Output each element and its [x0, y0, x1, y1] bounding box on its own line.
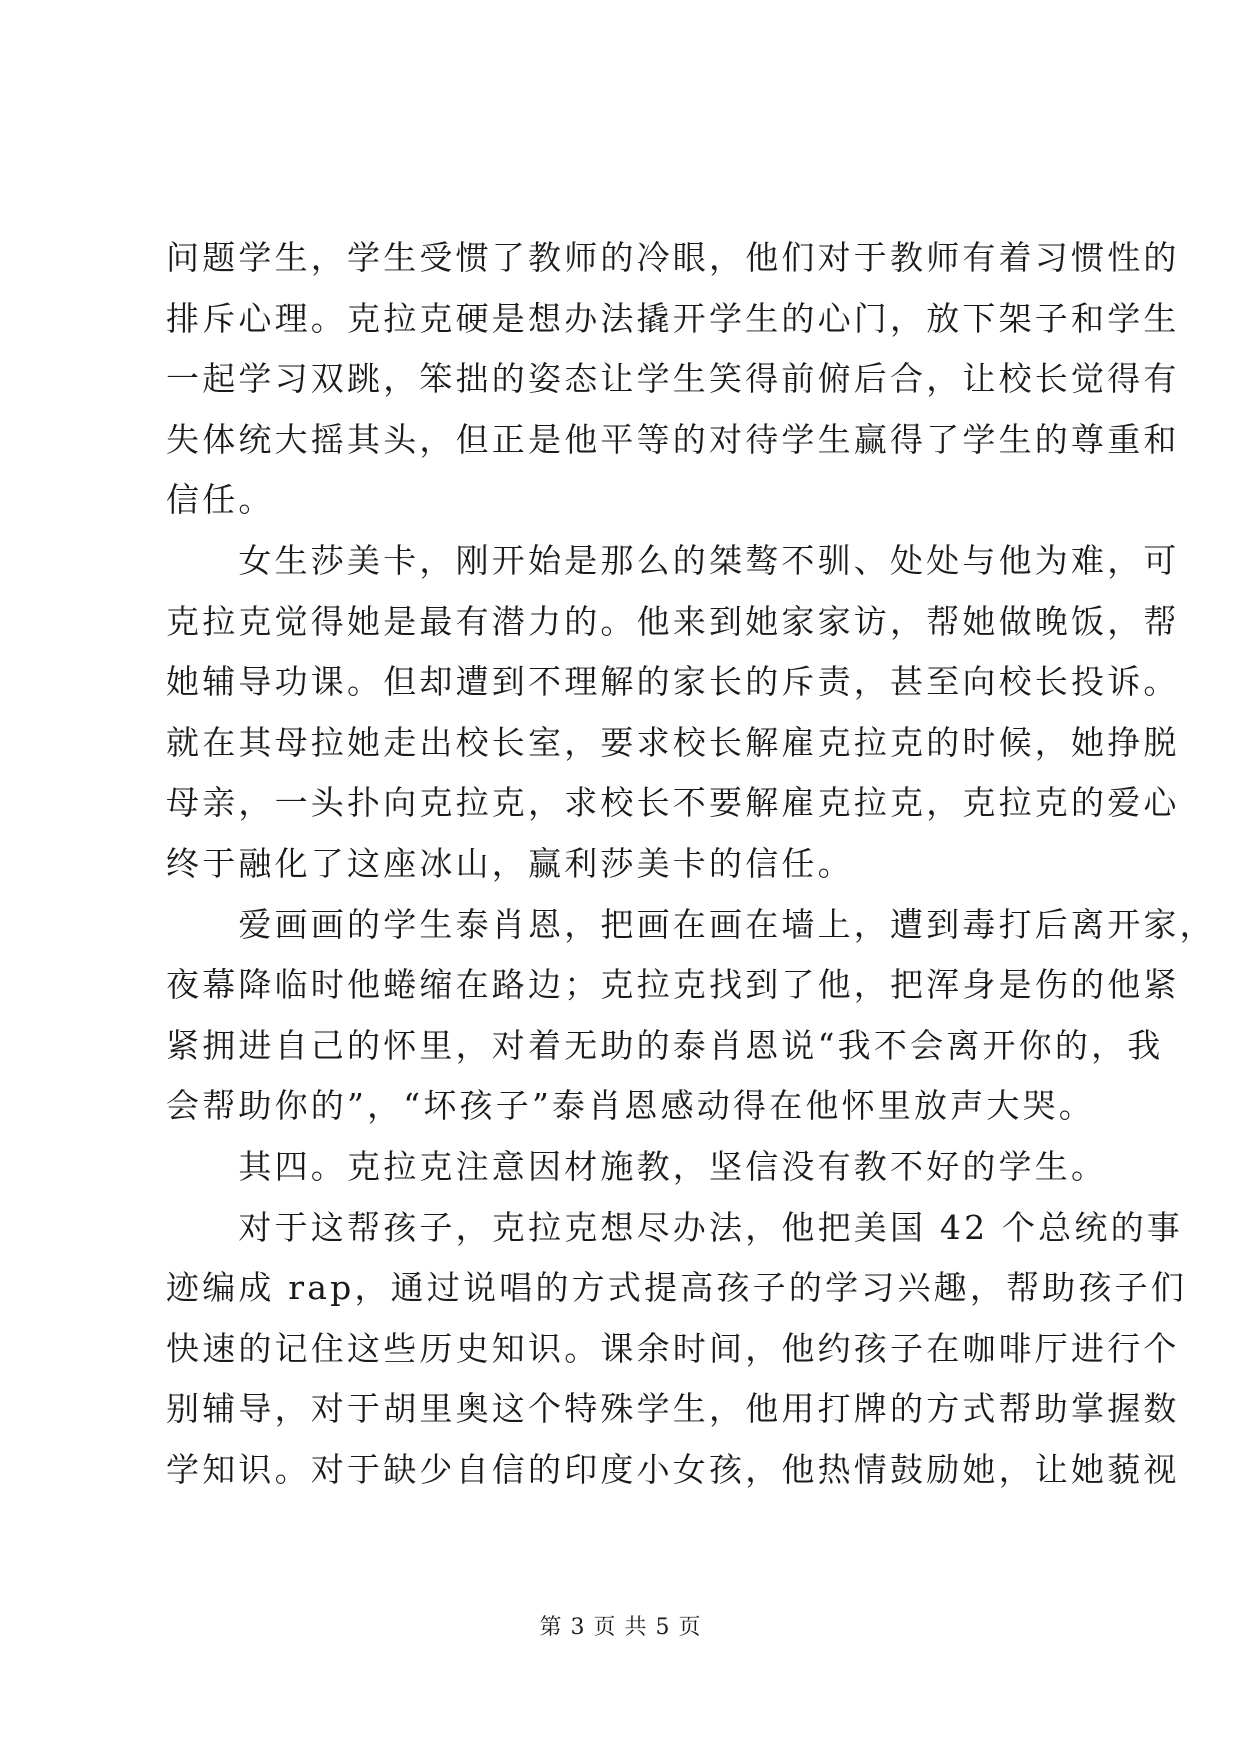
text-line: 一起学习双跳，笨拙的姿态让学生笑得前俯后合，让校长觉得有 — [166, 359, 1180, 399]
text-line: 问题学生，学生受惯了教师的冷眼，他们对于教师有着习惯性的 — [166, 238, 1180, 277]
text-line: 其四。克拉克注意因材施教，坚信没有教不好的学生。 — [166, 1146, 1108, 1186]
text-line: 失体统大摇其头，但正是他平等的对待学生赢得了学生的尊重和 — [166, 419, 1180, 459]
text-line: 紧拥进自己的怀里，对着无助的泰肖恩说“我不会离开你的，我 — [166, 1025, 1164, 1065]
text-line: 爱画画的学生泰肖恩，把画在画在墙上，遭到毒打后离开家， — [166, 904, 1216, 944]
text-line: 会帮助你的”，“坏孩子”泰肖恩感动得在他怀里放声大哭。 — [166, 1086, 1096, 1126]
text-line: 母亲，一头扑向克拉克，求校长不要解雇克拉克，克拉克的爱心 — [166, 783, 1180, 823]
text-line: 对于这帮孩子，克拉克想尽办法，他把美国 42 个总统的事 — [166, 1207, 1183, 1247]
text-line: 就在其母拉她走出校长室，要求校长解雇克拉克的时候，她挣脱 — [166, 722, 1180, 762]
text-line: 她辅导功课。但却遭到不理解的家长的斥责，甚至向校长投诉。 — [166, 662, 1180, 702]
text-line: 学知识。对于缺少自信的印度小女孩，他热情鼓励她，让她藐视 — [166, 1449, 1180, 1489]
text-line: 信任。 — [166, 480, 275, 520]
body-text — [166, 228, 1216, 1500]
text-line: 迹编成 rap，通过说唱的方式提高孩子的学习兴趣，帮助孩子们 — [166, 1268, 1188, 1308]
text-line: 排斥心理。克拉克硬是想办法撬开学生的心门，放下架子和学生 — [166, 298, 1180, 338]
page-number-footer: 第 3 页 共 5 页 — [539, 1615, 702, 1640]
text-line: 别辅导，对于胡里奥这个特殊学生，他用打牌的方式帮助掌握数 — [166, 1389, 1180, 1429]
text-line: 夜幕降临时他蜷缩在路边；克拉克找到了他，把浑身是伤的他紧 — [166, 965, 1180, 1005]
text-line: 终于融化了这座冰山，赢利莎美卡的信任。 — [166, 843, 854, 883]
text-line: 克拉克觉得她是最有潜力的。他来到她家家访，帮她做晚饭，帮 — [166, 601, 1180, 641]
text-line: 快速的记住这些历史知识。课余时间，他约孩子在咖啡厅进行个 — [166, 1328, 1180, 1368]
text-line: 女生莎美卡，刚开始是那么的桀骜不驯、处处与他为难，可 — [166, 540, 1180, 580]
